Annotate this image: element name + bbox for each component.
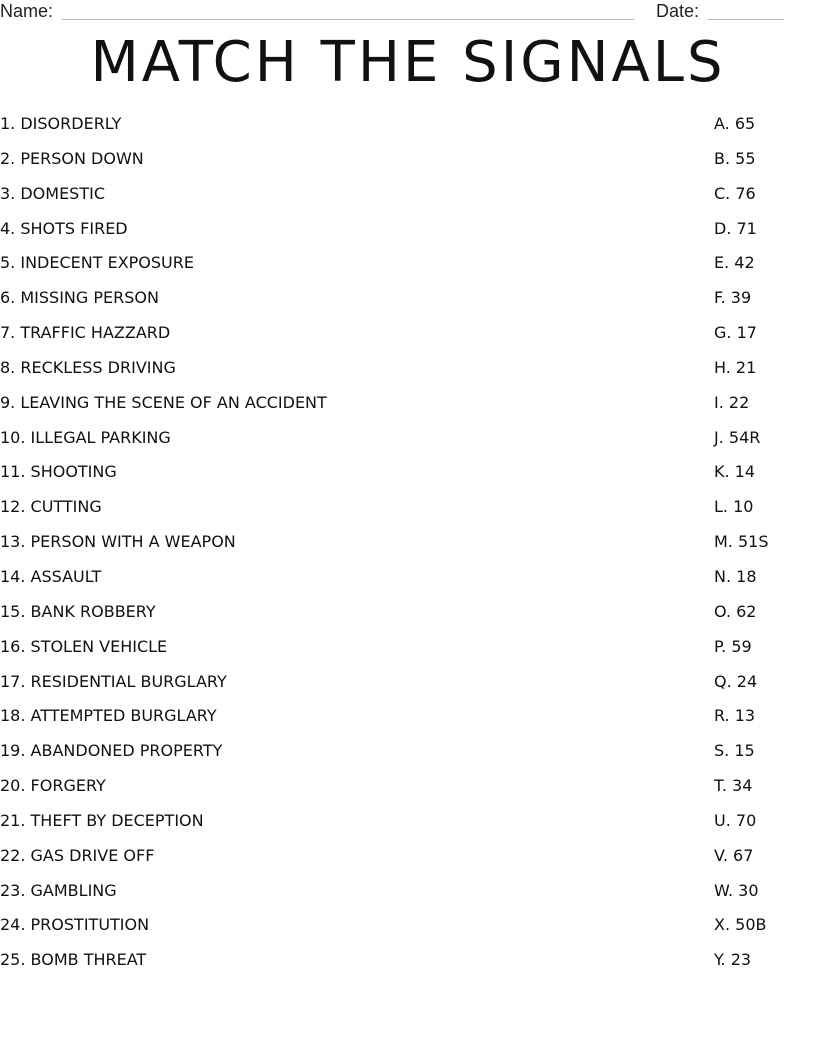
signal-code: B. 55 [714,148,756,168]
signal-code: G. 17 [714,323,757,343]
signal-description: 20. FORGERY [0,776,106,796]
signal-description: 18. ATTEMPTED BURGLARY [0,706,217,726]
match-row [0,249,816,284]
match-row [0,319,816,354]
signal-description: 12. CUTTING [0,497,102,517]
signal-code: F. 39 [714,288,752,308]
signal-code: I. 22 [714,392,750,412]
signal-description: 22. GAS DRIVE OFF [0,845,155,865]
match-row [0,598,816,633]
date-blank-line[interactable] [708,19,784,20]
page-title: MATCH THE SIGNALS [90,30,726,95]
match-row [0,354,816,389]
signal-description: 5. INDECENT EXPOSURE [0,253,194,273]
signal-description: 7. TRAFFIC HAZZARD [0,323,171,343]
signal-code: N. 18 [714,566,757,586]
signal-description: 13. PERSON WITH A WEAPON [0,532,236,552]
signal-code: H. 21 [714,357,757,377]
name-blank-line[interactable] [62,19,634,20]
match-row [0,702,816,737]
signal-code: E. 42 [714,253,755,273]
signal-description: 14. ASSAULT [0,566,102,586]
signal-description: 6. MISSING PERSON [0,288,159,308]
match-row [0,946,816,981]
signal-code: M. 51S [714,532,769,552]
signal-description: 1. DISORDERLY [0,114,122,133]
match-row [0,424,816,459]
signal-description: 2. PERSON DOWN [0,148,144,168]
signal-code: J. 54R [714,427,761,447]
signal-code: O. 62 [714,601,757,621]
match-row [0,911,816,946]
signal-code: A. 65 [714,114,756,133]
match-row [0,668,816,703]
worksheet-header [0,0,816,28]
match-row [0,215,816,250]
name-label: Name: [0,1,54,21]
signal-code: Q. 24 [714,671,758,691]
signal-code: T. 34 [714,776,753,796]
match-row [0,842,816,877]
match-row [0,389,816,424]
match-row [0,180,816,215]
signal-code: D. 71 [714,218,757,238]
match-row [0,284,816,319]
signal-code: W. 30 [714,880,759,900]
match-row [0,528,816,563]
signal-code: P. 59 [714,636,752,656]
match-row [0,110,816,145]
match-row [0,493,816,528]
match-row [0,807,816,842]
signal-code: R. 13 [714,706,756,726]
signal-description: 9. LEAVING THE SCENE OF AN ACCIDENT [0,392,327,412]
match-row [0,772,816,807]
signal-description: 16. STOLEN VEHICLE [0,636,168,656]
signal-code: U. 70 [714,810,757,830]
signal-description: 10. ILLEGAL PARKING [0,427,171,447]
signal-code: X. 50B [714,915,767,935]
signal-description: 4. SHOTS FIRED [0,218,128,238]
signal-description: 21. THEFT BY DECEPTION [0,810,204,830]
signal-code: K. 14 [714,462,756,482]
match-row [0,633,816,668]
signal-description: 15. BANK ROBBERY [0,601,156,621]
signal-description: 24. PROSTITUTION [0,915,150,935]
signal-code: C. 76 [714,183,756,203]
signal-description: 25. BOMB THREAT [0,950,147,970]
signal-description: 23. GAMBLING [0,880,117,900]
match-row [0,563,816,598]
signal-code: Y. 23 [714,950,752,970]
match-row [0,877,816,912]
signal-code: L. 10 [714,497,754,517]
match-row [0,737,816,772]
match-list [0,110,816,981]
signal-code: V. 67 [714,845,754,865]
date-label: Date: [656,1,700,21]
signal-description: 11. SHOOTING [0,462,117,482]
match-row [0,458,816,493]
signal-description: 17. RESIDENTIAL BURGLARY [0,671,227,691]
signal-description: 19. ABANDONED PROPERTY [0,741,223,761]
signal-description: 3. DOMESTIC [0,183,105,203]
match-row [0,145,816,180]
signal-description: 8. RECKLESS DRIVING [0,357,176,377]
signal-code: S. 15 [714,741,755,761]
